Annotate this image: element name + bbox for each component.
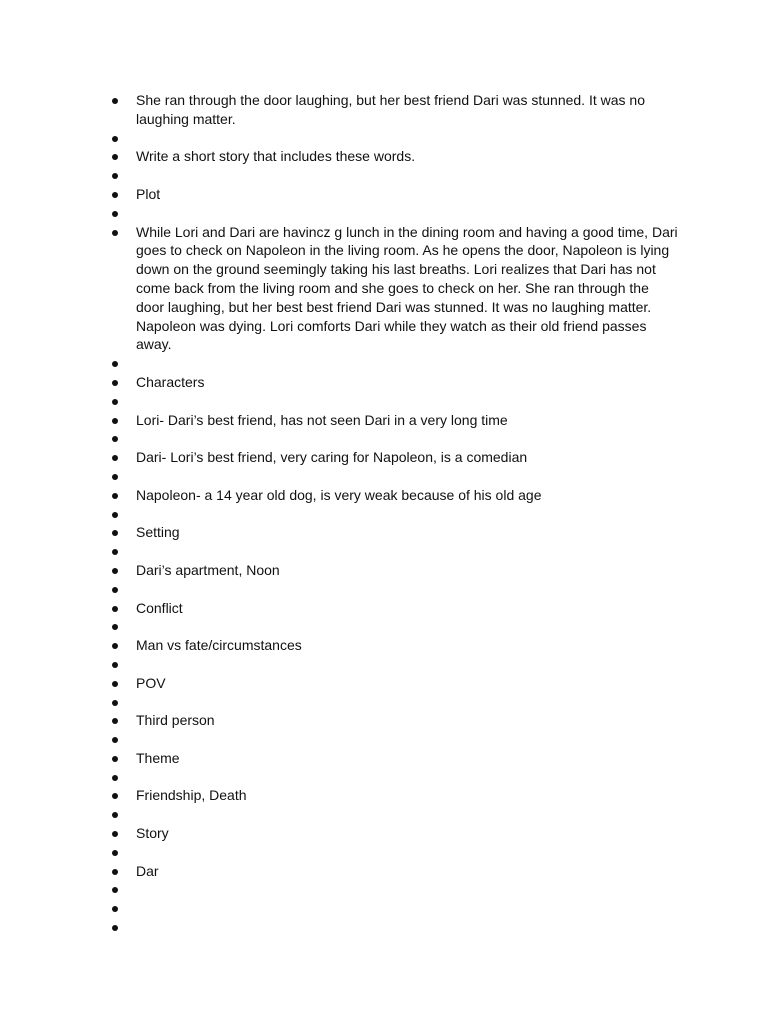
list-item: Friendship, Death xyxy=(108,786,678,805)
list-item xyxy=(108,467,678,486)
list-item: POV xyxy=(108,674,678,693)
list-item: Story xyxy=(108,824,678,843)
list-item: Dari- Lori’s best friend, very caring for Napoleon, is a comedian xyxy=(108,448,678,467)
list-item: Napoleon- a 14 year old dog, is very weak because of his old age xyxy=(108,486,678,505)
list-item xyxy=(108,354,678,373)
list-item xyxy=(108,505,678,524)
list-item: Third person xyxy=(108,711,678,730)
list-item xyxy=(108,392,678,411)
list-item: Write a short story that includes these words. xyxy=(108,147,678,166)
list-item: Plot xyxy=(108,185,678,204)
list-item xyxy=(108,542,678,561)
list-item: Characters xyxy=(108,373,678,392)
list-item: Man vs fate/circumstances xyxy=(108,636,678,655)
list-item: She ran through the door laughing, but her best friend Dari was stunned. It was no laughing matter. xyxy=(108,91,678,129)
list-item xyxy=(108,166,678,185)
list-item xyxy=(108,429,678,448)
list-item xyxy=(108,655,678,674)
list-item: Theme xyxy=(108,749,678,768)
list-item: Conflict xyxy=(108,599,678,618)
list-item: Dari’s apartment, Noon xyxy=(108,561,678,580)
list-item xyxy=(108,843,678,862)
list-item xyxy=(108,918,678,937)
list-item xyxy=(108,580,678,599)
list-item xyxy=(108,805,678,824)
list-item: Lori- Dari’s best friend, has not seen Dari in a very long time xyxy=(108,411,678,430)
list-item xyxy=(108,768,678,787)
list-item xyxy=(108,693,678,712)
list-item xyxy=(108,880,678,899)
list-item xyxy=(108,129,678,148)
list-item xyxy=(108,899,678,918)
list-item xyxy=(108,204,678,223)
list-item: Setting xyxy=(108,523,678,542)
list-item: While Lori and Dari are havincz g lunch in the dining room and having a good time, Dari goes to check on Napoleon in the living room. As he opens the door, Napoleon is lying down on the ground seemingly taking his last breaths. Lori realizes that Dari has not come back from the living room and she goes to check on her. She ran through the door laughing, but her best best friend Dari was stunned. It was no laughing matter. Napoleon was dying. Lori comforts Dari while they watch as their old friend passes away. xyxy=(108,223,678,355)
list-item: Dar xyxy=(108,862,678,881)
list-item xyxy=(108,617,678,636)
bullet-list xyxy=(108,91,678,937)
list-item xyxy=(108,730,678,749)
